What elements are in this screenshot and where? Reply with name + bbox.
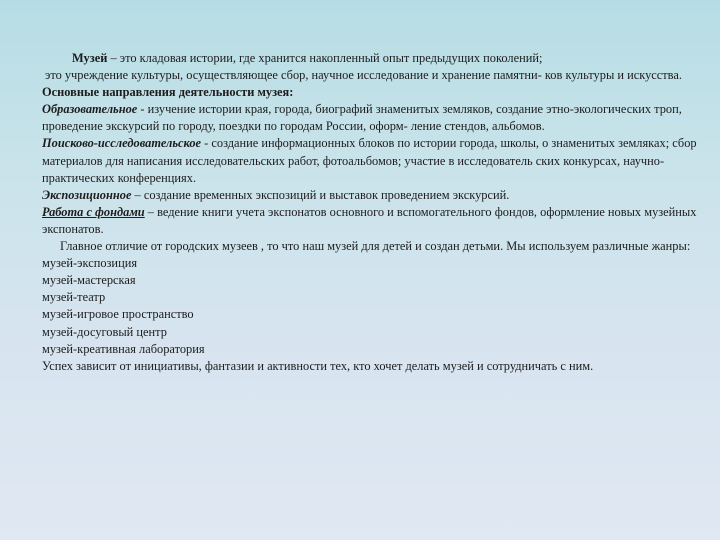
direction-item bbox=[42, 101, 702, 135]
direction-text: - создание информационных блоков по истории города, школы, о знаменитых земляках; сбор материалов для написания исследовательских работ, фотоальбомов; участие в исследователь ских конкурсах, научно-практических конференциях. bbox=[42, 136, 697, 185]
direction-text: – ведение книги учета экспонатов основного и вспомогательного фондов, оформление новых музейных экспонатов. bbox=[42, 204, 697, 236]
directions-heading: Основные направления деятельности музея: bbox=[42, 85, 294, 100]
definition-sentence-2: это учреждение культуры, осуществляющее сбор, научное исследование и хранение памятни- ков культуры и искусства. bbox=[45, 68, 682, 83]
direction-name: Экспозиционное bbox=[42, 187, 132, 202]
genre-item: музей-театр bbox=[42, 290, 106, 305]
genre-item: музей-мастерская bbox=[42, 273, 136, 288]
genre-item: музей-игровое пространство bbox=[42, 307, 194, 322]
direction-text: - изучение истории края, города, биографий знаменитых земляков, создание этно-экологических троп, проведение экскурсий по городу, поездки по городам России, оформ- ление стендов, альбомов. bbox=[42, 102, 682, 134]
definition-sentence-1: – это кладовая истории, где хранится накопленный опыт предыдущих поколений; bbox=[107, 51, 543, 65]
direction-item bbox=[42, 204, 702, 238]
direction-text: – создание временных экспозиций и выставок проведением экскурсий. bbox=[131, 187, 510, 202]
slide-text-block bbox=[42, 50, 702, 375]
conclusion: Успех зависит от инициативы, фантазии и активности тех, кто хочет делать музей и сотрудничать с ним. bbox=[42, 358, 594, 373]
genre-item: музей-экспозиция bbox=[42, 256, 138, 271]
direction-name: Поисково-исследовательское bbox=[42, 136, 202, 151]
definition-paragraph bbox=[42, 50, 702, 67]
direction-item bbox=[42, 187, 702, 204]
direction-name: Работа с фондами bbox=[42, 204, 145, 219]
definition-term: Музей bbox=[72, 51, 108, 65]
direction-name: Образовательное bbox=[42, 102, 138, 117]
genre-item: музей-креативная лаборатория bbox=[42, 341, 205, 356]
genre-item: музей-досуговый центр bbox=[42, 324, 167, 339]
main-difference: Главное отличие от городских музеев , то что наш музей для детей и создан детьми. Мы используем различные жанры: bbox=[60, 239, 691, 254]
direction-item bbox=[42, 135, 702, 186]
